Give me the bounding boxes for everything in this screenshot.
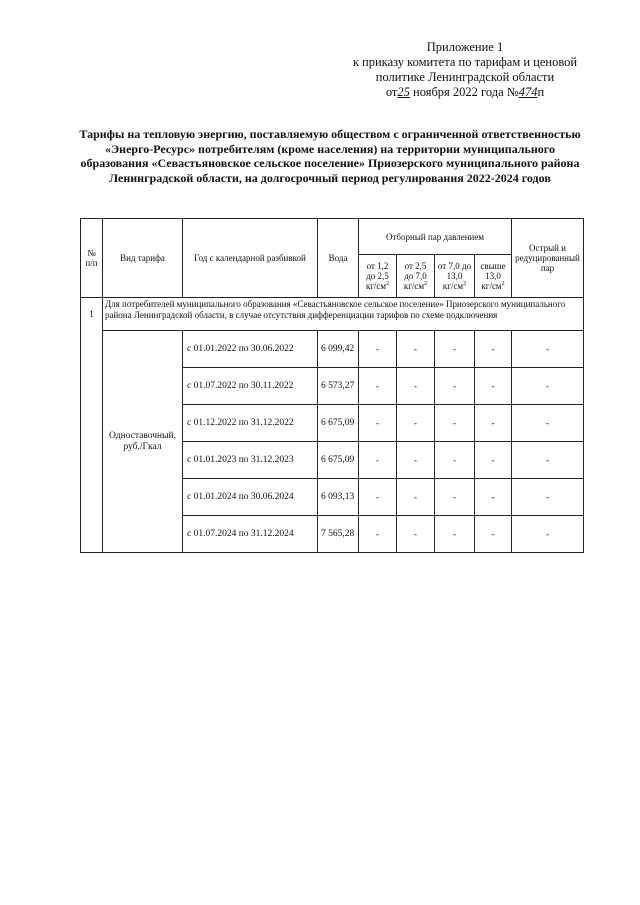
period-cell: с 01.01.2024 по 30.06.2024 xyxy=(183,479,318,516)
consumers-row xyxy=(81,298,584,331)
pressure-1-value: - xyxy=(359,442,397,479)
header-tariff-type: Вид тарифа xyxy=(103,219,183,298)
header-year: Год с календарной разбивкой xyxy=(183,219,318,298)
appendix-date-line xyxy=(330,85,600,100)
period-cell: с 01.07.2022 по 30.11.2022 xyxy=(183,368,318,405)
date-prefix: от xyxy=(385,85,398,99)
water-value: 7 565,28 xyxy=(318,516,359,553)
date-day: 25 xyxy=(397,85,410,99)
sharp-steam-value: - xyxy=(512,405,584,442)
sharp-steam-value: - xyxy=(512,479,584,516)
pressure-3-value: - xyxy=(435,331,475,368)
pressure-2-value: - xyxy=(397,368,435,405)
pressure-4-value: - xyxy=(475,442,512,479)
date-month-year: ноября 2022 года № xyxy=(413,85,519,99)
pressure-2-value: - xyxy=(397,442,435,479)
pressure-1-value: - xyxy=(359,405,397,442)
header-row-1 xyxy=(81,219,584,255)
sharp-steam-value: - xyxy=(512,368,584,405)
pressure-1-value: - xyxy=(359,516,397,553)
document-title: Тарифы на тепловую энергию, поставляемую обществом с ограниченной ответственностью «Энерго-Ресурс» потребителям (кроме населения) на территории муниципального образования «Севастьяновское сельское поселение» Приозерского муниципального района Ленинградской области, на долгосрочный период регулирования 2022-2024 годов xyxy=(79,127,581,185)
pressure-1-value: - xyxy=(359,479,397,516)
header-num: № п/п xyxy=(81,219,103,298)
doc-suffix: п xyxy=(537,85,545,99)
pressure-4-value: - xyxy=(475,368,512,405)
header-steam-group: Отборный пар давлением xyxy=(359,219,512,255)
pressure-3-value: - xyxy=(435,479,475,516)
water-value: 6 675,09 xyxy=(318,442,359,479)
pressure-3-value: - xyxy=(435,442,475,479)
period-cell: с 01.01.2023 по 31.12.2023 xyxy=(183,442,318,479)
pressure-3-value: - xyxy=(435,405,475,442)
appendix-line-2: к приказу комитета по тарифам и ценовой xyxy=(352,55,578,69)
pressure-2-value: - xyxy=(397,331,435,368)
row-number: 1 xyxy=(81,298,103,553)
pressure-1-value: - xyxy=(359,331,397,368)
sharp-steam-value: - xyxy=(512,516,584,553)
header-sharp-steam: Острый и редуцированный пар xyxy=(512,219,584,298)
pressure-4-value: - xyxy=(475,516,512,553)
pressure-1-value: - xyxy=(359,368,397,405)
appendix-block xyxy=(330,40,600,100)
pressure-2-value: - xyxy=(397,405,435,442)
water-value: 6 573,27 xyxy=(318,368,359,405)
pressure-2-value: - xyxy=(397,516,435,553)
sharp-steam-value: - xyxy=(512,331,584,368)
appendix-line-1: Приложение 1 xyxy=(426,40,504,54)
header-pressure-1: от 1,2 до 2,5 $кг/см^2$ xyxy=(359,255,397,298)
appendix-line-3: политике Ленинградской области xyxy=(375,70,555,84)
pressure-3-value: - xyxy=(435,516,475,553)
period-cell: с 01.01.2022 по 30.06.2022 xyxy=(183,331,318,368)
header-pressure-2: от 2,5 до 7,0 $кг/см^2$ xyxy=(397,255,435,298)
pressure-4-value: - xyxy=(475,331,512,368)
header-pressure-4: свыше 13,0 $кг/см^2$ xyxy=(475,255,512,298)
pressure-4-value: - xyxy=(475,479,512,516)
pressure-4-value: - xyxy=(475,405,512,442)
tariffs-table xyxy=(80,218,584,553)
water-value: 6 093,13 xyxy=(318,479,359,516)
doc-number: 474 xyxy=(518,85,538,99)
header-pressure-3: от 7,0 до 13,0 $кг/см^2$ xyxy=(435,255,475,298)
sharp-steam-value: - xyxy=(512,442,584,479)
pressure-3-value: - xyxy=(435,368,475,405)
table-row xyxy=(81,331,584,368)
pressure-2-value: - xyxy=(397,479,435,516)
period-cell: с 01.07.2024 по 31.12.2024 xyxy=(183,516,318,553)
tariff-name: Одноставочный, руб./Гкал xyxy=(103,331,183,553)
water-value: 6 675,09 xyxy=(318,405,359,442)
water-value: 6 099,42 xyxy=(318,331,359,368)
consumers-description: Для потребителей муниципального образования «Севастьяновское сельское поселение» Приозерского муниципального района Ленинградской области, в случае отсутствия дифференциации тарифов по схеме подключения xyxy=(103,298,584,331)
header-water: Вода xyxy=(318,219,359,298)
period-cell: с 01.12.2022 по 31.12.2022 xyxy=(183,405,318,442)
